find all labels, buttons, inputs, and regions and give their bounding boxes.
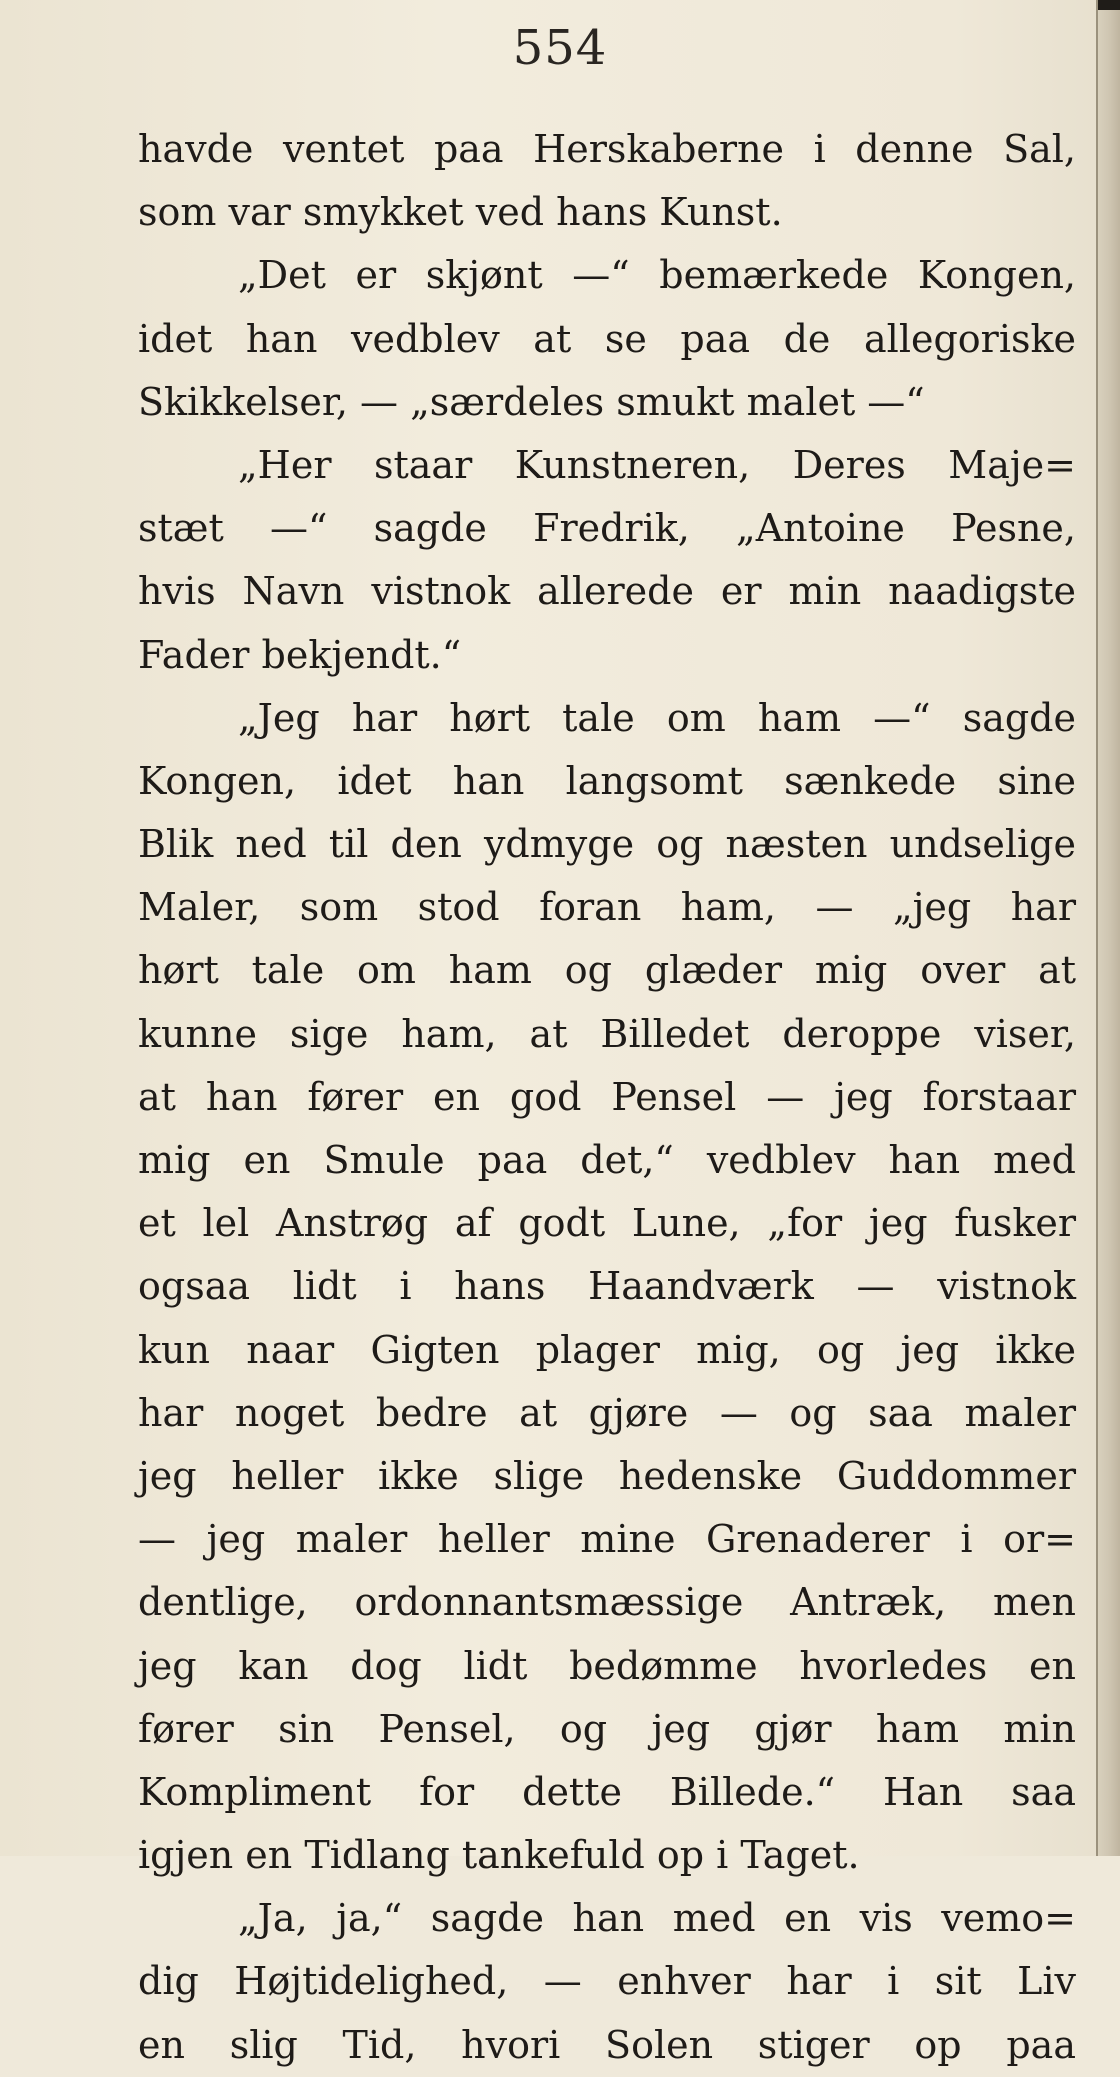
page-number: 554	[512, 20, 608, 76]
text-line: en slig Tid, hvori Solen stiger op paa	[138, 2022, 1076, 2067]
text-line: kunne sige ham, at Billedet deroppe viser,	[138, 1011, 1076, 1056]
text-line: Skikkelser, — „særdeles smukt malet —“	[138, 379, 925, 424]
text-line: — jeg maler heller mine Grenaderer i or=	[138, 1517, 1076, 1562]
text-line: Kongen, idet han langsomt sænkede sine	[138, 758, 1076, 803]
text-line: mig en Smule paa det,“ vedblev han med	[138, 1138, 1076, 1182]
text-line: idet han vedblev at se paa de allegoriske	[138, 316, 1076, 361]
text-line: dig Højtidelighed, — enhver har i sit Liv	[138, 1959, 1076, 2004]
text-line: igjen en Tidlang tankefuld op i Taget.	[138, 1833, 860, 1878]
text-line: „Ja, ja,“ sagde han med en vis vemo=	[238, 1896, 1076, 1941]
page-edge-shadow	[1098, 0, 1120, 10]
text-line: at han fører en god Pensel — jeg forstaar	[138, 1074, 1076, 1119]
text-line: Blik ned til den ydmyge og næsten undselige	[138, 822, 1076, 867]
text-line: dentlige, ordonnantsmæssige Antræk, men	[138, 1580, 1076, 1625]
text-line: hvis Navn vistnok allerede er min naadigste	[138, 569, 1076, 614]
text-line: jeg kan dog lidt bedømme hvorledes en	[138, 1643, 1076, 1688]
body-text	[138, 118, 1076, 2077]
text-line: som var smykket ved hans Kunst.	[138, 190, 783, 235]
text-line: „Det er skjønt —“ bemærkede Kongen,	[238, 253, 1076, 298]
text-line: Fader bekjendt.“	[138, 632, 462, 677]
text-line: Kompliment for dette Billede.“ Han saa	[138, 1769, 1076, 1814]
text-line: Maler, som stod foran ham, — „jeg har	[138, 885, 1076, 930]
text-line: ogsaa lidt i hans Haandværk — vistnok	[138, 1264, 1076, 1309]
text-line: kun naar Gigten plager mig, og jeg ikke	[138, 1327, 1076, 1372]
text-line: stæt —“ sagde Fredrik, „Antoine Pesne,	[138, 506, 1076, 551]
text-line: havde ventet paa Herskaberne i denne Sal,	[138, 127, 1076, 171]
text-line: „Her staar Kunstneren, Deres Maje=	[238, 442, 1076, 487]
text-line: jeg heller ikke slige hedenske Guddommer	[138, 1453, 1076, 1498]
page-edge	[1096, 0, 1120, 1856]
text-line: „Jeg har hørt tale om ham —“ sagde	[238, 695, 1076, 740]
text-line: et lel Anstrøg af godt Lune, „for jeg fusker	[138, 1201, 1076, 1246]
text-line: har noget bedre at gjøre — og saa maler	[138, 1390, 1076, 1435]
text-line: fører sin Pensel, og jeg gjør ham min	[138, 1706, 1076, 1751]
text-line: hørt tale om ham og glæder mig over at	[138, 948, 1076, 993]
